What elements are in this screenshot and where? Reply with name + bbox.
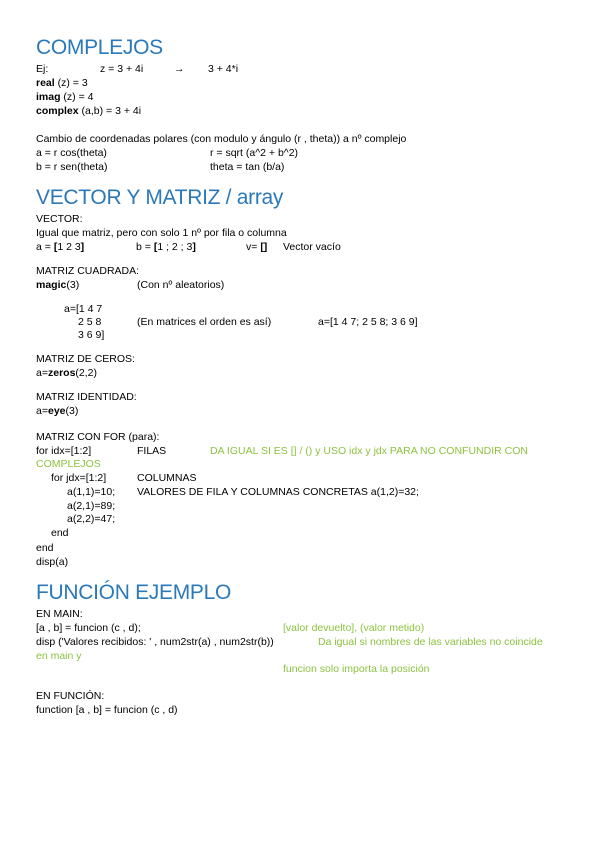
assign-a21: a(2,1)=89; (67, 500, 116, 512)
columnas-label: COLUMNAS (137, 472, 197, 484)
green-note-names-1: Da igual si nombres de las variables no coincide (318, 636, 543, 648)
example-result: 3 + 4*i (208, 63, 239, 75)
end-outer: end (36, 542, 54, 554)
magic-note: (Con nº aleatorios) (137, 279, 225, 291)
empty-vector-example: v= [] (246, 241, 268, 253)
end-inner: end (51, 527, 69, 539)
complex-line: complex (a,b) = 3 + 4i (36, 105, 142, 117)
magic-line: magic(3) (36, 279, 80, 291)
matriz-ceros-label: MATRIZ DE CEROS: (36, 353, 135, 365)
matriz-for-label: MATRIZ CON FOR (para): (36, 431, 160, 443)
assign-a22: a(2,2)=47; (67, 513, 116, 525)
matrix-row-3: 3 6 9] (78, 329, 105, 341)
green-note-names-3: funcion solo importa la posición (283, 663, 430, 675)
vector-description: Igual que matriz, pero con solo 1 nº por fila o columna (36, 227, 287, 239)
matrix-row-1: a=[1 4 7 (64, 303, 103, 315)
example-label: Ej: (36, 63, 49, 75)
matrix-order-note: (En matrices el orden es así) (137, 316, 272, 328)
en-funcion-label: EN FUNCIÓN: (36, 690, 105, 702)
matriz-cuadrada-label: MATRIZ CUADRADA: (36, 265, 140, 277)
en-main-label: EN MAIN: (36, 608, 83, 620)
disp-line: disp(a) (36, 556, 69, 568)
green-note-names-2: en main y (36, 650, 82, 662)
green-note-line-1: DA IGUAL SI ES [] / () y USO idx y jdx PARA NO CONFUNDIR CON (210, 445, 528, 457)
vector-label: VECTOR: (36, 213, 83, 225)
empty-vector-label: Vector vacío (283, 241, 341, 253)
imag-line: imag (z) = 4 (36, 91, 94, 103)
matriz-identidad-label: MATRIZ IDENTIDAD: (36, 391, 137, 403)
section-title-complejos: COMPLEJOS (36, 36, 163, 59)
a-equation: a = r cos(theta) (36, 147, 107, 159)
green-note-line-2: COMPLEJOS (36, 458, 101, 470)
r-equation: r = sqrt (a^2 + b^2) (210, 147, 299, 159)
disp-values-line: disp ('Valores recibidos: ' , num2str(a) , num2str(b)) (36, 636, 274, 648)
assign-a11: a(1,1)=10; (67, 486, 116, 498)
section-title-funcion: FUNCIÓN EJEMPLO (36, 581, 232, 604)
section-title-vector-matriz: VECTOR Y MATRIZ / array (36, 186, 284, 209)
real-line: real (z) = 3 (36, 77, 88, 89)
call-note: [valor devuelto], (valor metido) (283, 622, 425, 634)
filas-label: FILAS (137, 445, 167, 457)
arrow-icon: → (174, 63, 185, 75)
valores-note: VALORES DE FILA Y COLUMNAS CONCRETAS a(1,2)=32; (137, 486, 419, 498)
row-vector-example: a = [1 2 3] (36, 241, 85, 253)
for-jdx-line: for jdx=[1:2] (51, 472, 107, 484)
polar-intro: Cambio de coordenadas polares (con modulo y ángulo (r , theta)) a nº complejo (36, 133, 407, 145)
function-call: [a , b] = funcion (c , d); (36, 622, 141, 634)
zeros-line: a=zeros(2,2) (36, 367, 98, 379)
column-vector-example: b = [1 ; 2 ; 3] (136, 241, 196, 253)
matrix-inline: a=[1 4 7; 2 5 8; 3 6 9] (318, 316, 418, 328)
example-expression: z = 3 + 4i (100, 63, 144, 75)
function-definition: function [a , b] = funcion (c , d) (36, 704, 178, 716)
for-idx-line: for idx=[1:2] (36, 445, 92, 457)
theta-equation: theta = tan (b/a) (210, 161, 285, 173)
b-equation: b = r sen(theta) (36, 161, 108, 173)
matrix-row-2: 2 5 8 (78, 316, 102, 328)
eye-line: a=eye(3) (36, 405, 79, 417)
